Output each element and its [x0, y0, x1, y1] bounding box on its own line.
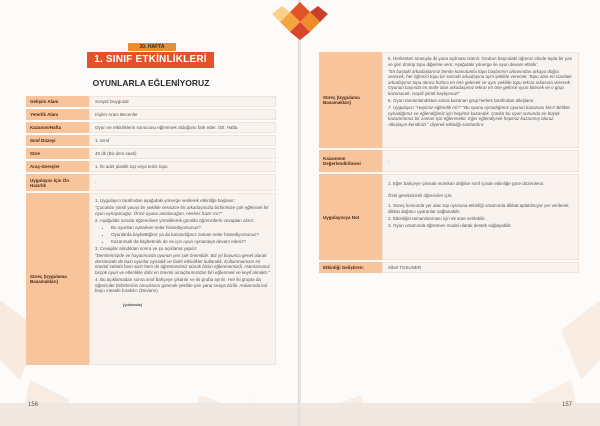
process-content [382, 52, 579, 148]
table-row [26, 193, 276, 365]
note-content [382, 174, 579, 260]
row-value: - [89, 174, 276, 191]
activity-info-table [26, 94, 276, 367]
activity-continued-table [319, 50, 579, 275]
right-page [301, 0, 600, 426]
list-item: • Bu oyunları oynarken neler hissediyorsunuz? [111, 225, 270, 231]
quote-2: "Derslerimizde ve hayatımızda oyunun yeri çok önemlidir. Biz yıl boyunca genel olarak dersimizde de bazı oyunlar oynadık ve farklı etkinlikler kullandık. Kullanmamızın en önemli sebebi hem sizin hem de öğretmenimiz olarak bizim eğlenmemizdi. Hatırlarsanız birçok oyun ve etkinlikte dahi en önemli amaçlarımızdan biri eğlenmek ve keyif almaktı." [95, 253, 270, 276]
step-1: 1. Uygulayıcı tarafından aşağıdaki yönerge verilerek etkinliğe başlanır: [95, 198, 236, 203]
row-value: 1. Sınıf [89, 135, 276, 146]
row-value: Kişiler Arası Beceriler [89, 109, 276, 120]
top-ornament-icon [258, 0, 342, 40]
note-item: 1. Eğer bahçeye çıkmak mümkün değilse sınıf içinde etkinliğe göre düzenlenir. [388, 181, 545, 186]
step-7: 7. Uygulayıcı "Hepimiz eğlendik mi?" "Bu oyunu oynadığımız oyunun kazananı kim? Birlikte oynadığımız ve eğlendiğimiz için hepimiz kazandık. Çünkü bu oyun sonunda en büyük kazanımımız bir zaman için eğlenmekti. Eğer eğlendiysek hepimiz kazanmış oluruz. Alkışlayın kendinizi." diyerek etkinliği sonlandırır. [388, 105, 570, 128]
row-value: 1. İki adet plastik top veya tenis topu [89, 161, 276, 172]
note-item: 2. Etkinliğin tamamlanması için ek süre verilebilir. [388, 215, 486, 221]
note-item: 3. Oyun ortamında öğretmen model olarak destek sağlayabilir. [388, 222, 512, 228]
note-item: 1. Süreç kısmında yer alan top oyununa etkinliği ortamında dikkat aplatılmıyor yer verilerek dikkat dağıtıcı uyaranlar sağlanabilir. [388, 203, 569, 214]
page-number: 156 [28, 402, 39, 408]
table-row [319, 150, 579, 172]
list-item: • Kazanmak da kaybetmek de ne için oyun oynamaya devam ederiz? [111, 239, 270, 245]
table-row [26, 96, 276, 107]
left-page [0, 0, 299, 426]
row-value: Oyun ve etkinliklerin sonucunu eğlenmek olduğunu fark eder. /30. Hafta [89, 122, 276, 133]
process-label: Süreç (Uygulama Basamakları) [26, 193, 89, 365]
assessment-label: Kazanımın Değerlendirilmesi [319, 150, 382, 172]
table-row [26, 174, 276, 191]
table-row [319, 174, 579, 260]
table-row [26, 122, 276, 133]
row-label: Gelişim Alanı [26, 96, 89, 107]
unit-title: 1. SINIF ETKİNLİKLERİ [87, 52, 214, 68]
list-item: • Oyunlarda kaybettiğiniz ya da kazandığınız zaman neler hissediyorsunuz? [111, 232, 270, 238]
step-5: 5. Herkesten sırasıyla iki yana açılması istenir. Grubun başındaki öğrenci elinde topla bir yan ve geri dönüp topu diğerine verir. Aşağıdaki yönerge ile oyun devam ettirilir: [388, 56, 573, 67]
row-label: Süre [26, 148, 89, 159]
row-label: Kazanım/Hafta [26, 122, 89, 133]
developer-value: Sibel TOSUNER [382, 262, 579, 273]
quote-5: "En baştaki arkadaşlarınız benim komutumla topu başlarının arkasından arkaya doğru verecek, her öğrenci topu bir sonraki arkadaşına aynı şekilde verecek. Topu alan en sondaki arkadaşınız topu alınca hızlıca en öne gelecek ve aynı şekilde topu tekrar arkasına verecek. Oyunun başında en önde olan arkadaşımız tekrar en öne gelince oyun bitecek ve o grup kazanacak. Haydi şimdi başlıyoruz!" [388, 68, 572, 97]
developer-label: Etkinliği Geliştiren: [319, 262, 382, 273]
question-list [95, 225, 270, 245]
step-4: 4. Bu açıklamadan sonra sınıf bahçeye çıkarılır ve iki gruba ayrılır. Her iki grupta da öğrenciler birbirlerinin omuzlarını görecek şekilde yan yana sıraya dizilir. Aralarında kol boyu mesafe bırakılır. (Devamı) [95, 277, 268, 294]
table-row [26, 135, 276, 146]
table-row [26, 161, 276, 172]
step-2: 2. Aşağıdaki sorular öğrencilere yöneltilerek gönüllü öğrencilerin cevapları alınır: [95, 217, 255, 223]
row-label: Yeterlik Alanı [26, 109, 89, 120]
quote-1: "Çocuklar şimdi yavaş bir şekilde sessizce bir arkadaşınızla birbirimize çok eğlenceli bir oyun oynayacağız. Önce oyunu anlatacağım. Herkes hazır mı?" [95, 205, 269, 216]
step-3: 3. Cevaplar alındıktan sonra ve şu açıklama yapılır: [95, 246, 198, 252]
process-label: Süreç (Uygulama Basamakları) [319, 52, 382, 148]
continued-note: (yukarıda) [123, 301, 143, 307]
note-special-heading: Özel gereksinimli öğrenciler için; [388, 192, 453, 198]
row-value: Sosyal Duygusal [89, 96, 276, 107]
row-label: Araç-Gereçler [26, 161, 89, 172]
assessment-value: - [382, 150, 579, 172]
page-number: 157 [561, 402, 572, 408]
game-title: OYUNLARLA EĞLENİYORUZ [92, 78, 210, 88]
table-row [319, 52, 579, 148]
process-content [89, 193, 276, 365]
table-row [319, 262, 579, 273]
week-badge: 30. HAFTA [128, 43, 176, 51]
table-row [26, 148, 276, 159]
note-label: Uygulayıcıya Not [319, 174, 382, 260]
row-value: 40 dk (Bir ders saati) [89, 148, 276, 159]
table-row [26, 109, 276, 120]
step-6: 6. Oyun tamamlandıktan sonra kazanan grup herkes tarafından alkışlanır. [388, 98, 535, 104]
row-label: Sınıf Düzeyi [26, 135, 89, 146]
row-label: Uygulayıcı İçin Ön Hazırlık [26, 174, 89, 191]
